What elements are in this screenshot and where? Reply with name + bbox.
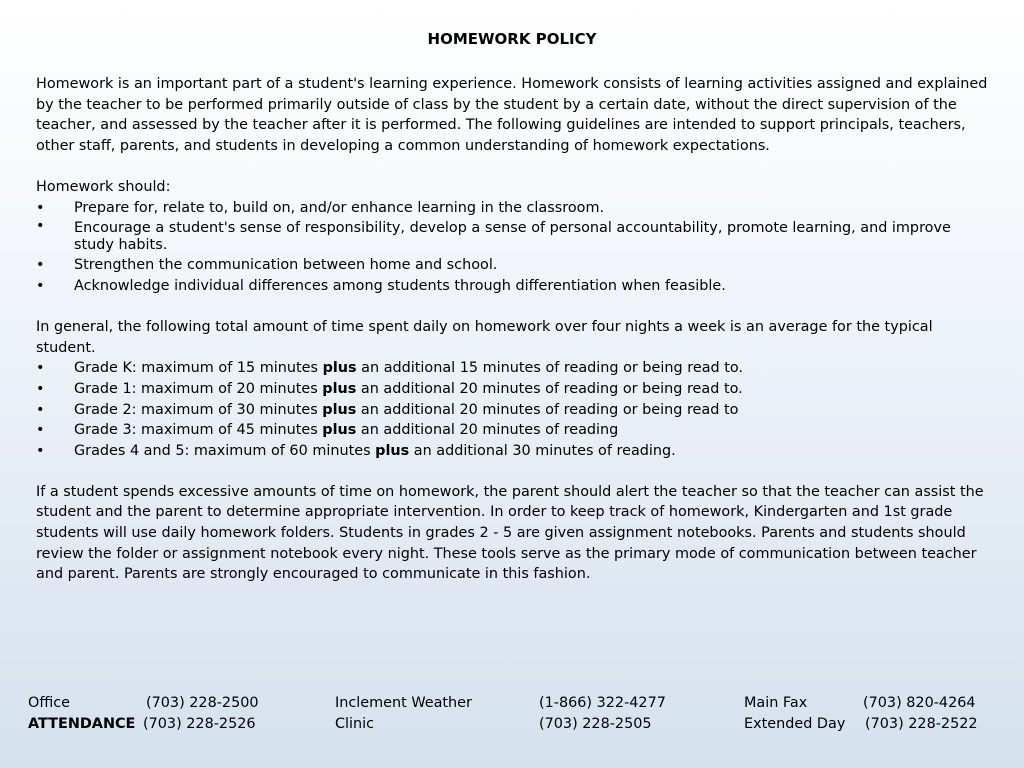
spacer bbox=[36, 156, 992, 177]
attendance-label: ATTENDANCE bbox=[28, 715, 136, 732]
grade-item bbox=[36, 400, 992, 421]
footer-row bbox=[28, 693, 1008, 714]
list-item-text: Strengthen the communication between home and school. bbox=[74, 257, 498, 274]
plus-emphasis: plus bbox=[375, 442, 410, 459]
time-intro-paragraph: In general, the following total amount of time spent daily on homework over four nights a week is an average for the typical student. bbox=[36, 319, 933, 356]
grade-item-text: an additional 15 minutes of reading or being read to. bbox=[356, 360, 743, 377]
attendance-phone: (703) 228-2526 bbox=[143, 715, 256, 732]
bullet-icon: • bbox=[36, 257, 45, 274]
grade-item bbox=[36, 379, 992, 400]
bullet-icon: • bbox=[36, 360, 45, 377]
grade-item-text: Grades 4 and 5: maximum of 60 minutes bbox=[74, 442, 376, 459]
grade-item bbox=[36, 420, 992, 441]
list-item bbox=[36, 198, 992, 219]
page-title: HOMEWORK POLICY bbox=[427, 30, 597, 48]
grade-item-text: an additional 20 minutes of reading or being read to. bbox=[356, 380, 743, 397]
bullet-icon: • bbox=[36, 380, 45, 397]
footer-row bbox=[28, 714, 1008, 735]
closing-paragraph: If a student spends excessive amounts of time on homework, the parent should alert the teacher so that the teacher can assist the student and the parent to determine appropriate intervention. In order to keep track of homework, Kindergarten and 1st grade students will use daily homework folders. Students in grades 2 - 5 are given assignment notebooks. Parents and students should review the folder or assignment notebook every night. These tools serve as the primary mode of communication between teacher and parent. Parents are strongly encouraged to communicate in this fashion. bbox=[36, 483, 984, 583]
extended-day-label: Extended Day bbox=[744, 715, 846, 732]
inclement-weather-phone: (1-866) 322-4277 bbox=[539, 695, 666, 711]
grade-item-text: Grade 1: maximum of 20 minutes bbox=[74, 380, 323, 397]
inclement-weather-label: Inclement Weather bbox=[335, 695, 472, 711]
intro-paragraph: Homework is an important part of a student's learning experience. Homework consists of learning activities assigned and explained by the teacher to be performed primarily outside of class by the student by a certain date, without the direct supervision of the teacher, and assessed by the teacher after it is performed. The following guidelines are intended to support principals, teachers, other staff, parents, and students in developing a common understanding of homework expectations. bbox=[36, 76, 988, 154]
grade-item-text: Grade 2: maximum of 30 minutes bbox=[74, 401, 323, 418]
contact-footer bbox=[28, 693, 1008, 734]
plus-emphasis: plus bbox=[322, 360, 357, 377]
bullet-icon: • bbox=[36, 199, 45, 216]
clinic-phone: (703) 228-2505 bbox=[539, 715, 652, 732]
grade-item-text: an additional 20 minutes of reading bbox=[356, 422, 619, 439]
plus-emphasis: plus bbox=[322, 422, 357, 439]
list-item-text: Prepare for, relate to, build on, and/or enhance learning in the classroom. bbox=[74, 199, 605, 216]
should-list bbox=[36, 198, 992, 297]
grade-item-text: an additional 20 minutes of reading or being read to bbox=[356, 401, 739, 418]
bullet-icon: • bbox=[36, 277, 45, 294]
bullet-icon: • bbox=[36, 442, 45, 459]
spacer bbox=[36, 297, 992, 318]
office-label: Office bbox=[28, 695, 71, 711]
list-item-text: Encourage a student's sense of responsibility, develop a sense of personal accountability, promote learning, and improve study habits. bbox=[74, 220, 951, 253]
office-phone: (703) 228-2500 bbox=[146, 695, 259, 711]
main-fax-phone: (703) 820-4264 bbox=[863, 695, 976, 711]
grade-item-text: an additional 30 minutes of reading. bbox=[409, 442, 676, 459]
list-item bbox=[36, 218, 992, 255]
main-fax-label: Main Fax bbox=[744, 695, 808, 711]
should-heading: Homework should: bbox=[36, 178, 171, 195]
grade-list bbox=[36, 358, 992, 461]
extended-day-phone: (703) 228-2522 bbox=[865, 715, 978, 732]
bullet-icon: • bbox=[36, 401, 45, 418]
policy-content bbox=[36, 74, 992, 585]
list-item-text: Acknowledge individual differences among students through differentiation when feasible. bbox=[74, 277, 726, 294]
clinic-label: Clinic bbox=[335, 715, 375, 732]
spacer bbox=[36, 461, 992, 482]
plus-emphasis: plus bbox=[322, 380, 357, 397]
bullet-icon: • bbox=[36, 218, 45, 235]
grade-item-text: Grade K: maximum of 15 minutes bbox=[74, 360, 323, 377]
list-item bbox=[36, 276, 992, 297]
grade-item bbox=[36, 358, 992, 379]
grade-item-text: Grade 3: maximum of 45 minutes bbox=[74, 422, 323, 439]
plus-emphasis: plus bbox=[322, 401, 357, 418]
grade-item bbox=[36, 441, 992, 462]
bullet-icon: • bbox=[36, 422, 45, 439]
list-item bbox=[36, 255, 992, 276]
